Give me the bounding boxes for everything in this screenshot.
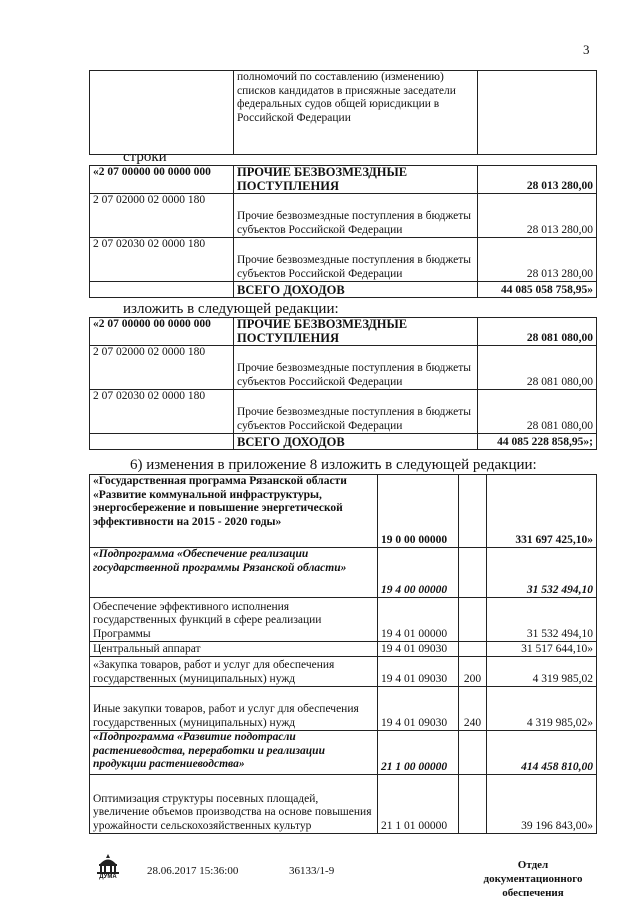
amount-cell: 4 319 985,02	[487, 657, 597, 687]
vr-cell	[459, 548, 487, 598]
footer-datetime: 28.06.2017 15:36:00	[147, 865, 239, 877]
table-row	[90, 166, 597, 194]
code-cell: 2 07 02030 02 0000 180	[90, 238, 234, 282]
footer-doc-number: 36133/1-9	[289, 865, 335, 877]
table-row	[90, 475, 597, 548]
table-row	[90, 282, 597, 298]
name-cell: Прочие безвозмездные поступления в бюджеты субъектов Российской Федерации	[234, 194, 478, 238]
name-cell: Прочие безвозмездные поступления в бюджеты субъектов Российской Федерации	[234, 238, 478, 282]
code-cell: 21 1 00 00000	[378, 731, 459, 775]
code-cell: 19 4 01 09030	[378, 687, 459, 731]
amount-cell: 39 196 843,00»	[487, 775, 597, 834]
vr-cell: 240	[459, 687, 487, 731]
code-cell: 2 07 02000 02 0000 180	[90, 194, 234, 238]
amount-cell: 414 458 810,00	[487, 731, 597, 775]
table-old-values	[89, 165, 597, 298]
code-cell: 2 07 02030 02 0000 180	[90, 390, 234, 434]
name-cell: «Государственная программа Рязанской области «Развитие коммунальной инфраструктуры, энергосбережение и повышение энергетической эффективности на 2015 - 2020 годы»	[90, 475, 378, 548]
name-cell: «Подпрограмма «Развитие подотрасли растениеводства, переработки и реализации продукции растениеводства»	[90, 731, 378, 775]
name-cell: ВСЕГО ДОХОДОВ	[234, 282, 478, 298]
amount-cell: 28 013 280,00	[478, 194, 597, 238]
amount-cell: 28 081 080,00	[478, 346, 597, 390]
table-row	[90, 390, 597, 434]
table-new-values	[89, 317, 597, 450]
label-item6: 6) изменения в приложение 8 изложить в следующей редакции:	[130, 457, 537, 473]
footer-department: Отдел документационного обеспечения	[483, 859, 583, 899]
name-cell: ВСЕГО ДОХОДОВ	[234, 434, 478, 450]
name-cell: «Подпрограмма «Обеспечение реализации государственной программы Рязанской области»	[90, 548, 378, 598]
code-cell	[90, 434, 234, 450]
code-cell: 19 4 00 00000	[378, 548, 459, 598]
code-cell: 19 0 00 00000	[378, 475, 459, 548]
code-cell: «2 07 00000 00 0000 000	[90, 318, 234, 346]
table-row	[90, 434, 597, 450]
amount-cell: 31 517 644,10»	[487, 642, 597, 657]
table-row	[90, 238, 597, 282]
vr-cell	[459, 598, 487, 642]
amount-cell: 28 013 280,00	[478, 166, 597, 194]
table-row	[90, 687, 597, 731]
amount-cell: 28 013 280,00	[478, 238, 597, 282]
code-cell: 2 07 02000 02 0000 180	[90, 346, 234, 390]
code-cell: 19 4 01 00000	[378, 598, 459, 642]
label-rows: строки	[123, 149, 167, 165]
amount-cell: 31 532 494,10	[487, 548, 597, 598]
name-cell: «Закупка товаров, работ и услуг для обеспечения государственных (муниципальных) нужд	[90, 657, 378, 687]
name-cell: Оптимизация структуры посевных площадей, увеличение объемов производства на основе повышения урожайности сельскохозяйственных культур	[90, 775, 378, 834]
table-continuation	[89, 70, 597, 155]
name-cell: полномочий по составлению (изменению) списков кандидатов в присяжные заседатели федеральных судов общей юрисдикции в Российской Федерации	[234, 71, 478, 155]
vr-cell	[459, 475, 487, 548]
table-row	[90, 71, 597, 155]
code-cell	[90, 71, 234, 155]
name-cell: ПРОЧИЕ БЕЗВОЗМЕЗДНЫЕ ПОСТУПЛЕНИЯ	[234, 166, 478, 194]
name-cell: Иные закупки товаров, работ и услуг для обеспечения государственных (муниципальных) нужд	[90, 687, 378, 731]
name-cell: Центральный аппарат	[90, 642, 378, 657]
table-row	[90, 194, 597, 238]
logo-text: ДУМА	[99, 874, 117, 880]
duma-logo-icon	[91, 852, 125, 882]
code-cell: «2 07 00000 00 0000 000	[90, 166, 234, 194]
name-cell: Прочие безвозмездные поступления в бюджеты субъектов Российской Федерации	[234, 346, 478, 390]
page-number: 3	[583, 42, 590, 57]
table-row	[90, 642, 597, 657]
table-row	[90, 346, 597, 390]
amount-cell: 331 697 425,10»	[487, 475, 597, 548]
code-cell: 21 1 01 00000	[378, 775, 459, 834]
vr-cell	[459, 642, 487, 657]
table-row	[90, 731, 597, 775]
table-appendix-8	[89, 474, 597, 834]
name-cell: ПРОЧИЕ БЕЗВОЗМЕЗДНЫЕ ПОСТУПЛЕНИЯ	[234, 318, 478, 346]
amount-cell	[478, 71, 597, 155]
table-row	[90, 657, 597, 687]
vr-cell: 200	[459, 657, 487, 687]
table-row	[90, 318, 597, 346]
code-cell: 19 4 01 09030	[378, 642, 459, 657]
amount-cell: 28 081 080,00	[478, 390, 597, 434]
label-edit: изложить в следующей редакции:	[123, 301, 339, 317]
table-row	[90, 598, 597, 642]
amount-cell: 44 085 228 858,95»;	[478, 434, 597, 450]
table-row	[90, 775, 597, 834]
amount-cell: 44 085 058 758,95»	[478, 282, 597, 298]
vr-cell	[459, 775, 487, 834]
vr-cell	[459, 731, 487, 775]
amount-cell: 28 081 080,00	[478, 318, 597, 346]
name-cell: Обеспечение эффективного исполнения государственных функций в сфере реализации Программы	[90, 598, 378, 642]
code-cell: 19 4 01 09030	[378, 657, 459, 687]
amount-cell: 4 319 985,02»	[487, 687, 597, 731]
table-row	[90, 548, 597, 598]
amount-cell: 31 532 494,10	[487, 598, 597, 642]
name-cell: Прочие безвозмездные поступления в бюджеты субъектов Российской Федерации	[234, 390, 478, 434]
code-cell	[90, 282, 234, 298]
